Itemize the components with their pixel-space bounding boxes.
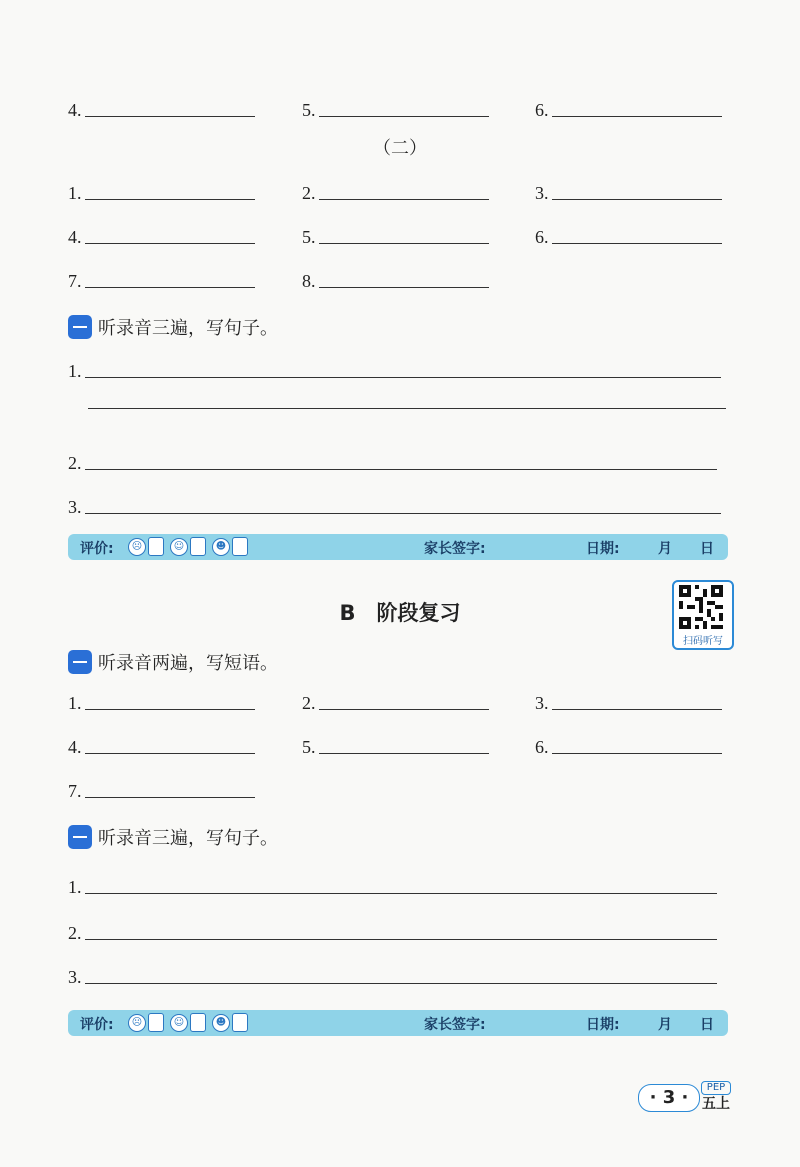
instruction-sentences-a <box>68 314 278 340</box>
rating-bar <box>68 534 728 560</box>
answer-line[interactable] <box>552 243 722 244</box>
item-number: 4. <box>68 737 82 757</box>
item-number: 2. <box>302 693 316 713</box>
answer-line[interactable] <box>319 199 489 200</box>
sentence-b-2[interactable] <box>68 924 717 942</box>
blank-a2-5[interactable] <box>302 228 489 246</box>
item-number: 1. <box>68 183 82 203</box>
parent-signature-label: 家长签字: <box>424 541 486 557</box>
answer-line[interactable] <box>85 243 255 244</box>
item-number: 6. <box>535 737 549 757</box>
rating-label: 评价: <box>80 1017 114 1033</box>
blank-b-5[interactable] <box>302 738 489 756</box>
blank-a2-8[interactable] <box>302 272 489 290</box>
instruction-text: 听录音两遍，写短语。 <box>98 653 278 674</box>
item-number: 4. <box>68 227 82 247</box>
answer-line[interactable] <box>85 797 255 798</box>
instruction-sentences-b <box>68 824 278 850</box>
item-number: 3. <box>535 183 549 203</box>
rating-options <box>128 537 254 556</box>
sentence-b-1[interactable] <box>68 878 717 896</box>
happy-face-icon: ☻ <box>212 538 230 556</box>
neutral-face-icon: ☺ <box>170 538 188 556</box>
day-label: 日 <box>700 541 714 557</box>
blank-b-3[interactable] <box>535 694 722 712</box>
neutral-face-icon: ☺ <box>170 1014 188 1032</box>
blank-a2-6[interactable] <box>535 228 722 246</box>
answer-line[interactable] <box>85 513 721 514</box>
rating-options <box>128 1013 254 1032</box>
qr-code-icon <box>679 585 723 629</box>
item-number: 6. <box>535 227 549 247</box>
month-label: 月 <box>658 1017 672 1033</box>
answer-line[interactable] <box>85 469 717 470</box>
rating-checkbox-happy[interactable] <box>232 1013 248 1032</box>
grade-label: 五上 <box>702 1096 730 1112</box>
blank-a2-2[interactable] <box>302 184 489 202</box>
answer-line[interactable] <box>552 116 722 117</box>
page-number: · 3 · <box>638 1084 700 1112</box>
qr-caption: 扫码听写 <box>683 636 723 647</box>
sentence-a-3[interactable] <box>68 498 721 516</box>
item-number: 7. <box>68 271 82 291</box>
answer-line[interactable] <box>552 709 722 710</box>
blank-b-6[interactable] <box>535 738 722 756</box>
edition-label: PEP <box>701 1081 731 1095</box>
answer-line[interactable] <box>85 199 255 200</box>
item-number: 2. <box>68 453 82 473</box>
blank-a-top-4[interactable] <box>68 101 255 119</box>
blank-b-2[interactable] <box>302 694 489 712</box>
answer-line[interactable] <box>85 287 255 288</box>
sad-face-icon: ☹ <box>128 538 146 556</box>
rating-checkbox-sad[interactable] <box>148 1013 164 1032</box>
blank-a2-7[interactable] <box>68 272 255 290</box>
subsection-heading: （二） <box>373 138 427 159</box>
item-number: 5. <box>302 737 316 757</box>
sentence-b-3[interactable] <box>68 968 717 986</box>
item-number: 8. <box>302 271 316 291</box>
blank-a2-1[interactable] <box>68 184 255 202</box>
blank-a2-4[interactable] <box>68 228 255 246</box>
item-number: 3. <box>68 967 82 987</box>
instruction-badge-icon <box>68 315 92 339</box>
sentence-a-1-continued[interactable] <box>88 408 726 411</box>
item-number: 6. <box>535 100 549 120</box>
blank-a2-3[interactable] <box>535 184 722 202</box>
rating-checkbox-sad[interactable] <box>148 537 164 556</box>
sad-face-icon: ☹ <box>128 1014 146 1032</box>
item-number: 1. <box>68 877 82 897</box>
answer-line[interactable] <box>552 199 722 200</box>
sentence-a-1[interactable] <box>68 362 721 380</box>
answer-line[interactable] <box>319 116 489 117</box>
instruction-text: 听录音三遍，写句子。 <box>98 318 278 339</box>
blank-b-1[interactable] <box>68 694 255 712</box>
blank-b-7[interactable] <box>68 782 255 800</box>
item-number: 2. <box>68 923 82 943</box>
item-number: 1. <box>68 361 82 381</box>
answer-line[interactable] <box>85 753 255 754</box>
answer-line[interactable] <box>319 753 489 754</box>
item-number: 3. <box>68 497 82 517</box>
answer-line[interactable] <box>319 709 489 710</box>
answer-line[interactable] <box>85 377 721 378</box>
instruction-badge-icon <box>68 650 92 674</box>
edition-badge <box>701 1081 731 1113</box>
item-number: 4. <box>68 100 82 120</box>
answer-line[interactable] <box>85 116 255 117</box>
item-number: 3. <box>535 693 549 713</box>
parent-signature-label: 家长签字: <box>424 1017 486 1033</box>
item-number: 5. <box>302 100 316 120</box>
answer-line[interactable] <box>85 983 717 984</box>
rating-checkbox-neutral[interactable] <box>190 1013 206 1032</box>
rating-checkbox-neutral[interactable] <box>190 537 206 556</box>
item-number: 1. <box>68 693 82 713</box>
item-number: 7. <box>68 781 82 801</box>
blank-a-top-6[interactable] <box>535 101 722 119</box>
month-label: 月 <box>658 541 672 557</box>
date-label: 日期: <box>586 541 620 557</box>
rating-checkbox-happy[interactable] <box>232 537 248 556</box>
sentence-a-2[interactable] <box>68 454 717 472</box>
item-number: 2. <box>302 183 316 203</box>
instruction-badge-icon <box>68 825 92 849</box>
answer-line[interactable] <box>85 709 255 710</box>
qr-code[interactable] <box>672 580 734 650</box>
answer-line[interactable] <box>319 287 489 288</box>
blank-a-top-5[interactable] <box>302 101 489 119</box>
answer-line[interactable] <box>319 243 489 244</box>
instruction-phrases-b <box>68 649 278 675</box>
answer-line[interactable] <box>85 893 717 894</box>
date-label: 日期: <box>586 1017 620 1033</box>
section-b-title: B 阶段复习 <box>339 601 461 625</box>
happy-face-icon: ☻ <box>212 1014 230 1032</box>
instruction-text: 听录音三遍，写句子。 <box>98 828 278 849</box>
rating-bar <box>68 1010 728 1036</box>
item-number: 5. <box>302 227 316 247</box>
answer-line[interactable] <box>85 939 717 940</box>
blank-b-4[interactable] <box>68 738 255 756</box>
answer-line[interactable] <box>552 753 722 754</box>
day-label: 日 <box>700 1017 714 1033</box>
rating-label: 评价: <box>80 541 114 557</box>
answer-line[interactable] <box>88 408 726 409</box>
